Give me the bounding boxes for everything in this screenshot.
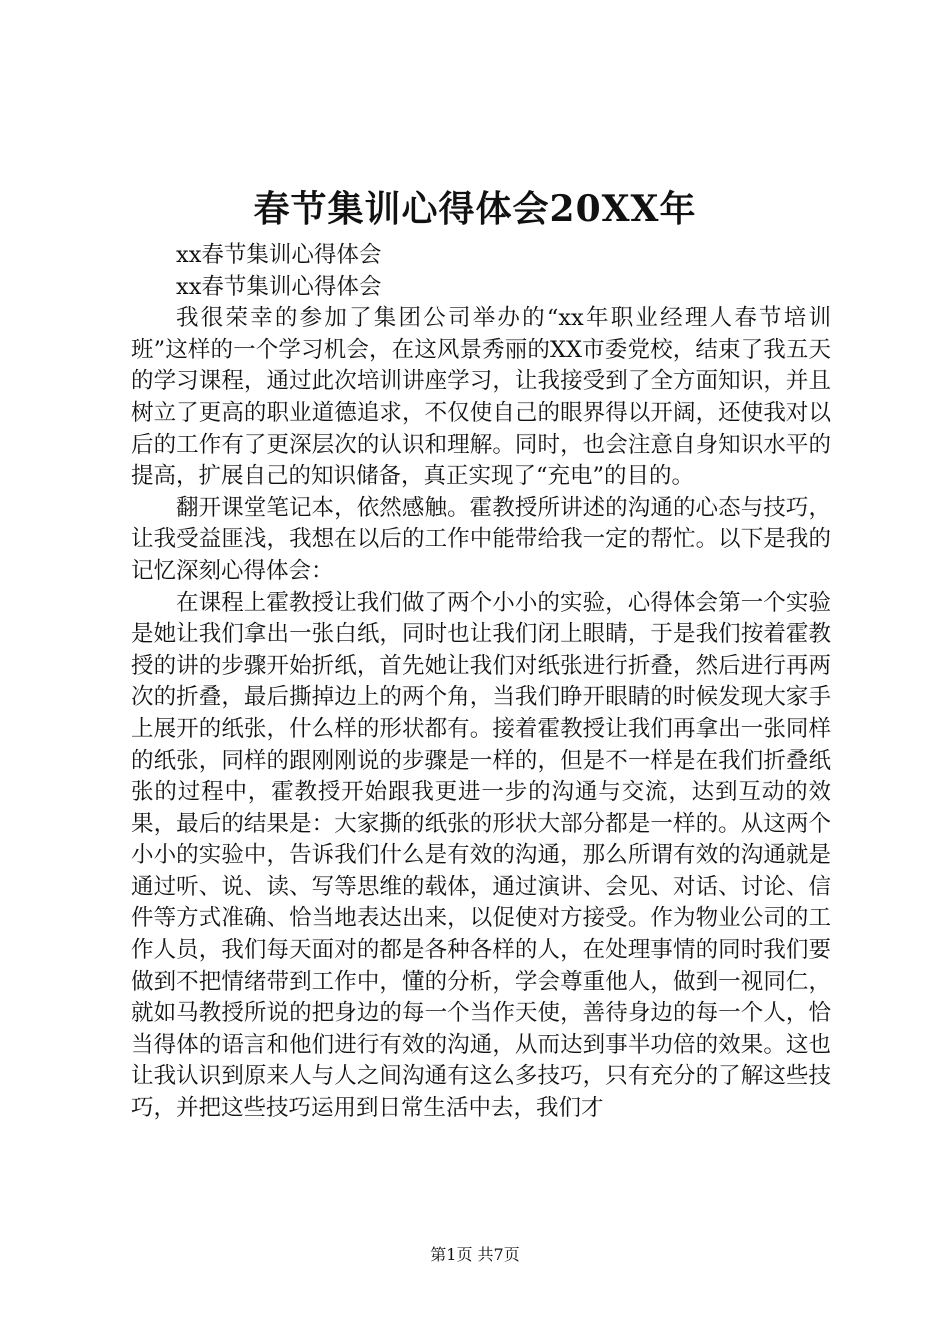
paragraph-subtitle-1: xx春节集训心得体会 bbox=[176, 242, 382, 268]
paragraph-subtitle-2: xx春节集训心得体会 bbox=[176, 273, 382, 300]
document-title: 春节集训心得体会20XX年 bbox=[253, 188, 697, 230]
document-body bbox=[131, 240, 831, 1125]
paragraph-experiment: 在课程上霍教授让我们做了两个小小的实验，心得体会第一个实验是她让我们拿出一张白纸，同时也让我们闭上眼睛，于是我们按着霍教授的讲的步骤开始折纸，首先她让我们对纸张进行折叠，然后进行再两次的折叠，最后撕掉边上的两个角，当我们睁开眼睛的时候发现大家手上展开的纸张，什么样的形状都有。接着霍教授让我们再拿出一张同样的纸张，同样的跟刚刚说的步骤是一样的，但是不一样是在我们折叠纸张的过程中，霍教授开始跟我更进一步的沟通与交流，达到互动的效果，最后的结果是：大家撕的纸张的形状大部分都是一样的。从这两个小小的实验中，告诉我们什么是有效的沟通，那么所谓有效的沟通就是通过听、说、读、写等思维的载体，通过演讲、会见、对话、讨论、信件等方式准确、恰当地表达出来，以促使对方接受。作为物业公司的工作人员，我们每天面对的都是各种各样的人，在处理事情的同时我们要做到不把情绪带到工作中，懂的分析，学会尊重他人，做到一视同仁，就如马教授所说的把身边的每一个当作天使，善待身边的每一个人，恰当得体的语言和他们进行有效的沟通，从而达到事半功倍的效果。这也让我认识到原来人与人之间沟通有这么多技巧，只有充分的了解这些技巧，并把这些技巧运用到日常生活中去，我们才 bbox=[131, 589, 831, 1122]
paragraph-intro: 我很荣幸的参加了集团公司举办的“xx年职业经理人春节培训班”这样的一个学习机会，在这风景秀丽的XX市委党校，结束了我五天的学习课程，通过此次培训讲座学习，让我接受到了全方面知识，并且树立了更高的职业道德追求，不仅使自己的眼界得以开阔，还使我对以后的工作有了更深层次的认识和理解。同时，也会注意自身知识水平的提高，扩展自己的知识储备，真正实现了“充电”的目的。 bbox=[131, 305, 831, 490]
page-footer: 第1页 共7页 bbox=[430, 1245, 520, 1264]
paragraph-notes: 翻开课堂笔记本，依然感触。霍教授所讲述的沟通的心态与技巧，让我受益匪浅，我想在以后的工作中能带给我一定的帮忙。以下是我的记忆深刻心得体会： bbox=[131, 494, 831, 584]
